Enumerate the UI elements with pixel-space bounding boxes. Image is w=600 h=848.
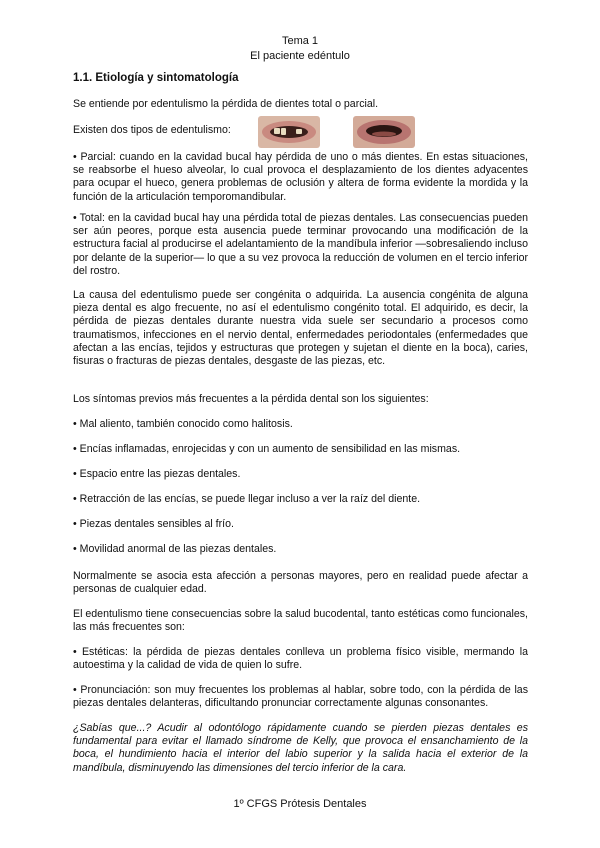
- gum: [372, 132, 396, 137]
- symptom-item: • Movilidad anormal de las piezas dentales.: [73, 543, 277, 555]
- tooth: [281, 128, 286, 135]
- intro-paragraph: Se entiende por edentulismo la pérdida de dientes total o parcial.: [73, 98, 379, 110]
- topic-title: El paciente edéntulo: [250, 50, 350, 62]
- did-you-know-note: ¿Sabías que...? Acudir al odontólogo rápidamente cuando se pierden piezas dentales es fundamental para evitar el llamado síndrome de Kelly, que provoca el ensanchamiento de la boca, el hundimiento hacia el interior del labio superior y la salida hacia el exterior de la mandíbula, disminuyendo las dimensiones del tercio inferior de la cara.: [73, 722, 528, 774]
- paragraph-causa: La causa del edentulismo puede ser congénita o adquirida. La ausencia congénita de alguna pieza dental es algo frecuente, no así el edentulismo congénito total. El adquirido, es decir, la pérdida de piezas dentales durante nuestra vida suele ser secundario a procesos como traumatismos, infecciones en el nervio dental, enfermedades periodontales (enfermedades que afectan a las encías, tejidos y estructuras que protegen y sujetan el diente en la boca), caries, fisuras o fracturas de piezas dentales, desgaste de las piezas, etc.: [73, 289, 528, 368]
- paragraph-normalmente: Normalmente se asocia esta afección a personas mayores, pero en realidad puede afectar a personas de cualquier edad.: [73, 570, 528, 596]
- symptom-item: • Espacio entre las piezas dentales.: [73, 468, 241, 480]
- page-footer: 1º CFGS Prótesis Dentales: [233, 798, 367, 810]
- symptom-item: • Piezas dentales sensibles al frío.: [73, 518, 234, 530]
- topic-number: Tema 1: [281, 35, 319, 47]
- total-edentulism-photo: [353, 116, 415, 148]
- symptom-item: • Mal aliento, también conocido como halitosis.: [73, 418, 293, 430]
- mouth-partial-image: [258, 116, 320, 148]
- section-title: 1.1. Etiología y sintomatología: [73, 72, 239, 84]
- page-header: [0, 34, 600, 64]
- paragraph-parcial: • Parcial: cuando en la cavidad bucal hay pérdida de uno o más dientes. En estas situaciones, se reabsorbe el hueso alveolar, lo cual provoca el desplazamiento de los dientes adyacentes para ocupar el hueco, genera problemas de oclusión y altera de forma evidente la mordida y la función de la articulación temporomandibular.: [73, 151, 528, 203]
- paragraph-esteticas: • Estéticas: la pérdida de piezas dentales conlleva un problema físico visible, mermando la autoestima y la calidad de vida de quien lo sufre.: [73, 646, 528, 672]
- partial-edentulism-photo: [258, 116, 320, 148]
- tooth: [274, 128, 280, 134]
- types-label: Existen dos tipos de edentulismo:: [73, 124, 231, 136]
- symptoms-intro: Los síntomas previos más frecuentes a la pérdida dental son los siguientes:: [73, 393, 429, 405]
- paragraph-consecuencias: El edentulismo tiene consecuencias sobre la salud bucodental, tanto estéticas como funcionales, las más frecuentes son:: [73, 608, 528, 634]
- paragraph-pronunciacion: • Pronunciación: son muy frecuentes los problemas al hablar, sobre todo, con la pérdida de las piezas dentales delanteras, dificultando pronunciar correctamente algunas consonantes.: [73, 684, 528, 710]
- mouth-total-image: [353, 116, 415, 148]
- symptom-item: • Retracción de las encías, se puede llegar incluso a ver la raíz del diente.: [73, 493, 421, 505]
- tooth: [296, 129, 302, 134]
- symptom-item: • Encías inflamadas, enrojecidas y con un aumento de sensibilidad en las mismas.: [73, 443, 461, 455]
- paragraph-total: • Total: en la cavidad bucal hay una pérdida total de piezas dentales. Las consecuencias pueden ser aún peores, porque esta ausencia puede terminar provocando una modificación de la estructura facial al producirse el adelantamiento de la mandíbula inferior —sobresaliendo incluso por delante de la superior— lo que a su vez provoca la reducción de volumen en el tercio inferior del rostro.: [73, 212, 528, 277]
